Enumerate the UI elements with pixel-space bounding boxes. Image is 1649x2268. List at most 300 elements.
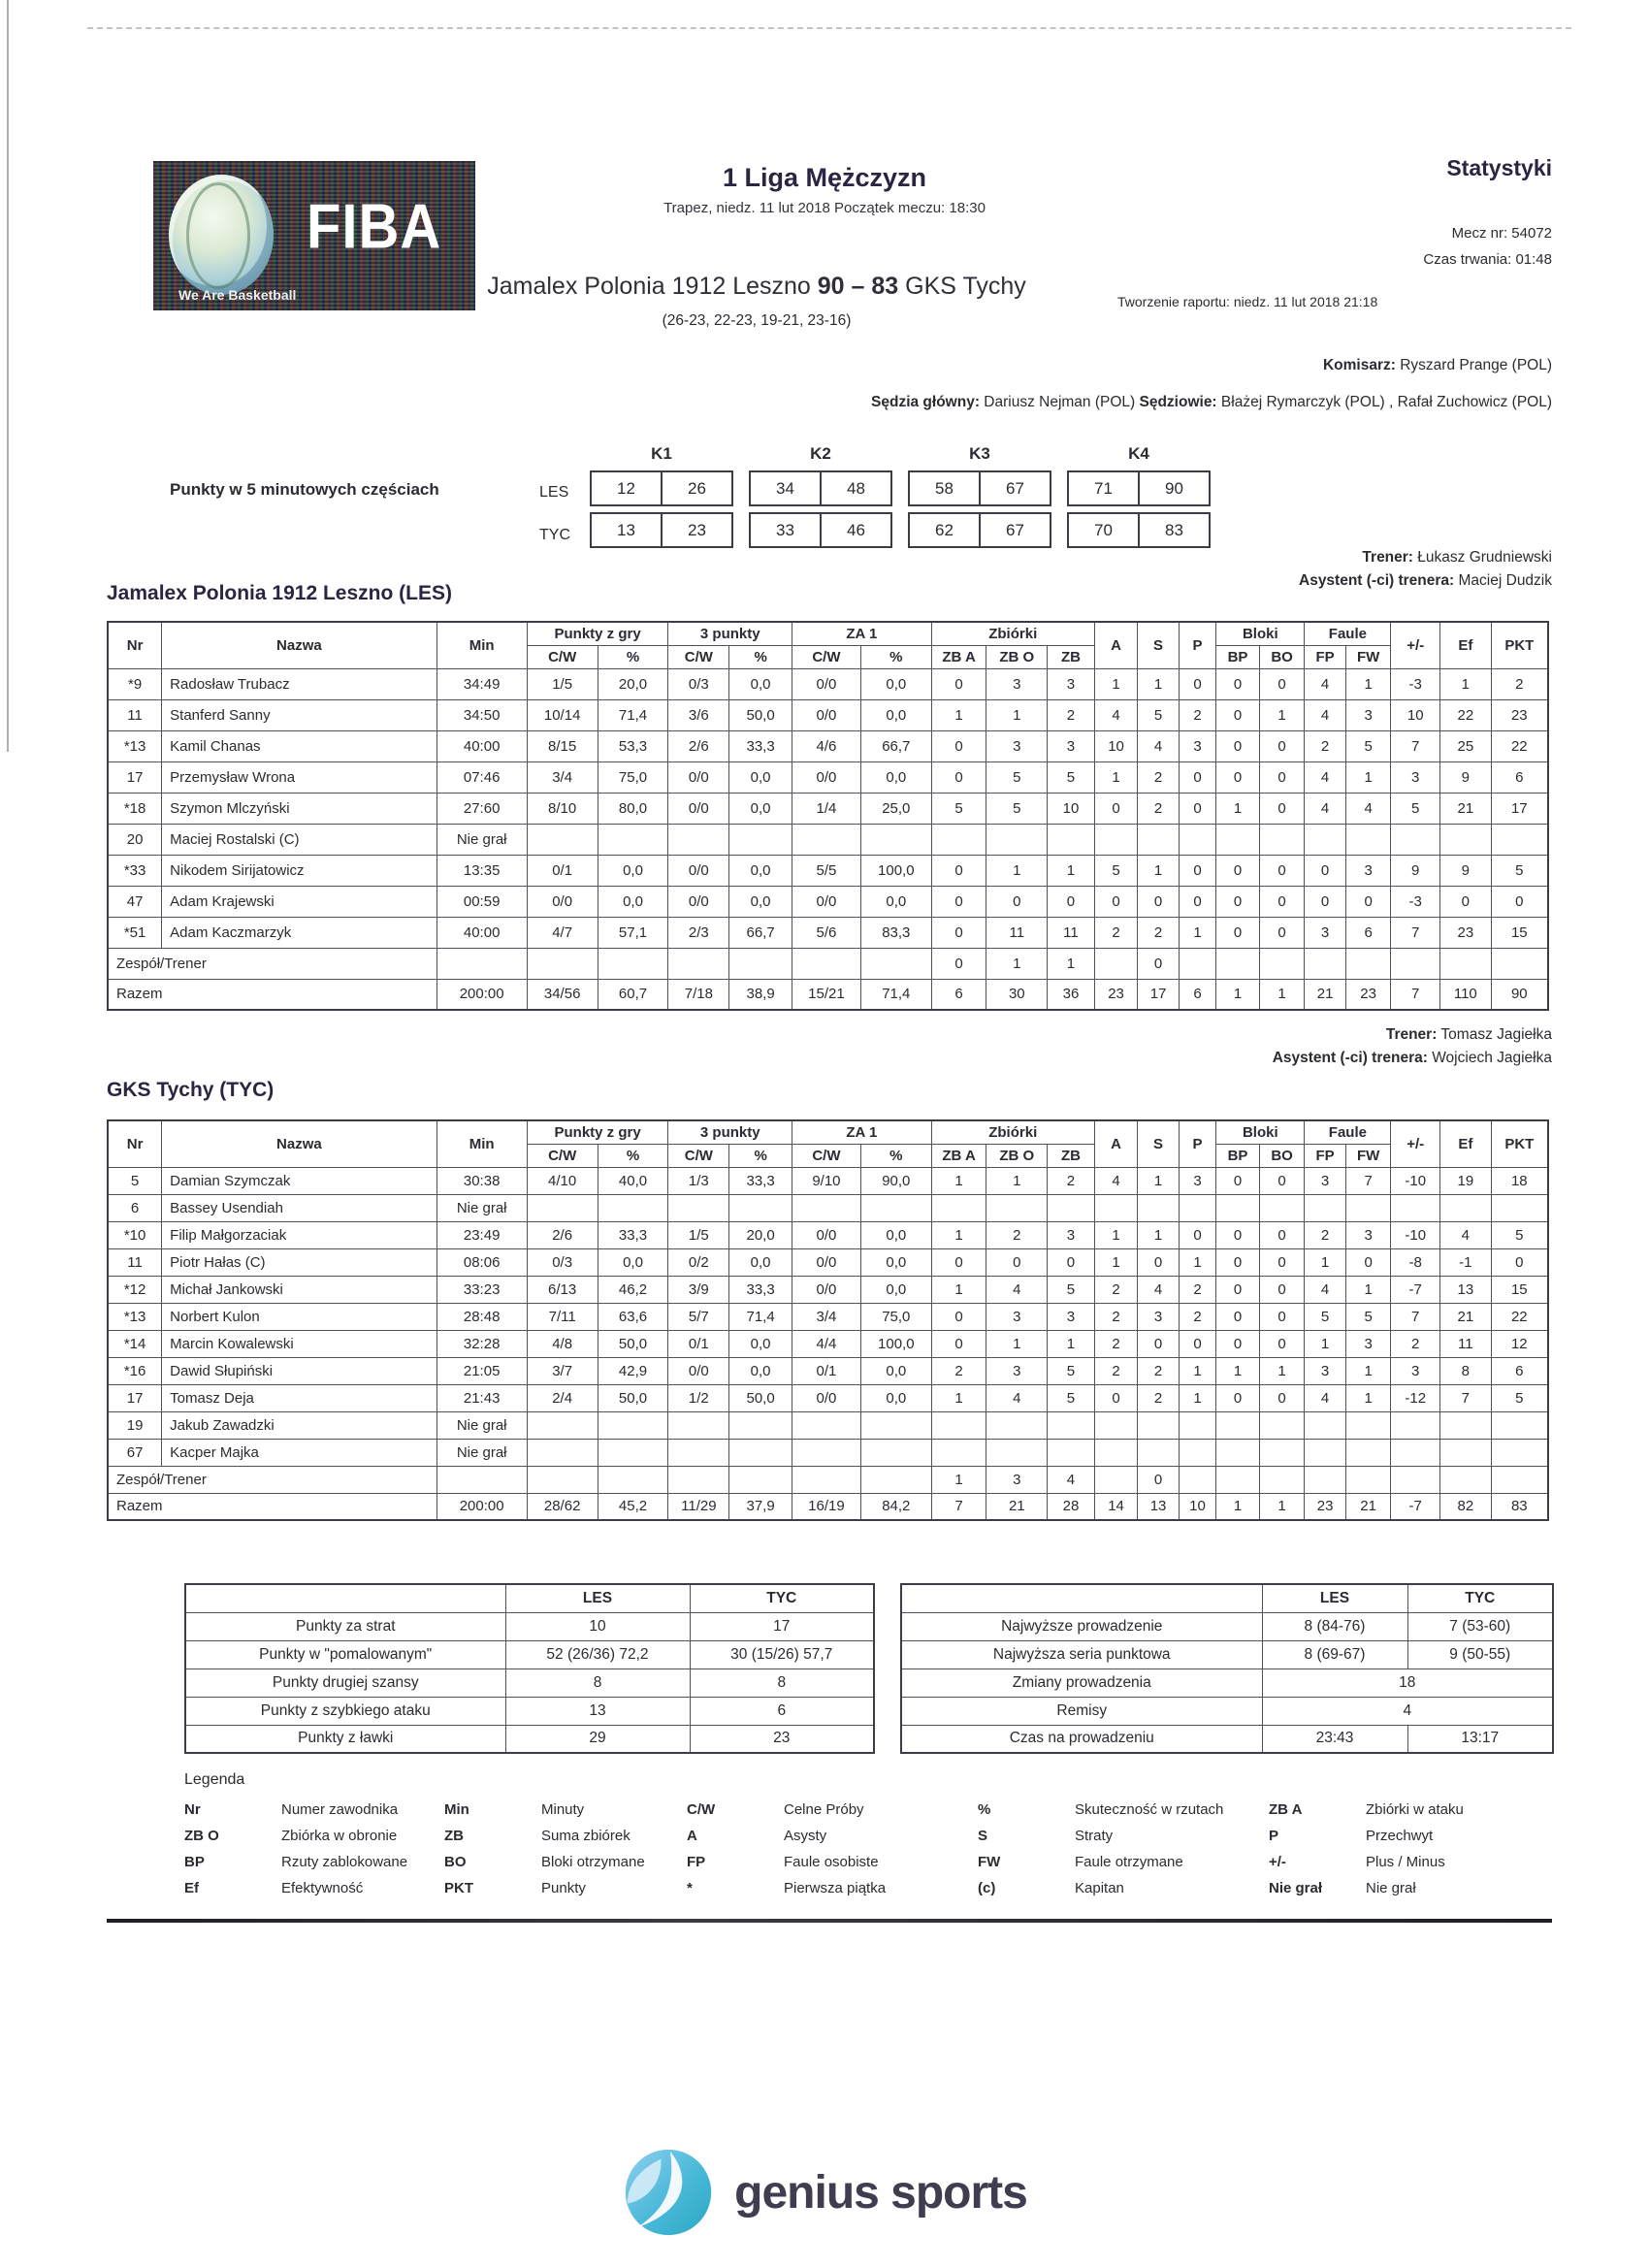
- legend-description: Punkty: [541, 1880, 586, 1896]
- stat-cell: 1/3: [668, 1167, 729, 1194]
- stat-cell: -8: [1391, 1248, 1440, 1276]
- stat-cell: 2: [1138, 917, 1180, 948]
- stat-cell: 22: [1491, 1303, 1548, 1330]
- stat-cell: 0/1: [527, 855, 598, 886]
- stat-cell: 33,3: [729, 1167, 792, 1194]
- stat-cell: 0: [1259, 1276, 1305, 1303]
- stat-cell: 4: [1305, 699, 1346, 730]
- tyc-quarter-cells: [590, 512, 733, 548]
- stat-cell: [1179, 1411, 1215, 1439]
- player-row: [108, 1439, 1548, 1466]
- stat-cell: [1138, 1439, 1180, 1466]
- column-header: A: [1094, 622, 1138, 668]
- summary-row: [901, 1640, 1553, 1669]
- player-row: [108, 1248, 1548, 1276]
- stat-cell: 5: [1345, 730, 1391, 761]
- stat-cell: [1440, 1466, 1492, 1493]
- column-header: %: [860, 1144, 931, 1167]
- stat-cell: 1: [1048, 1330, 1095, 1357]
- stat-cell: [1048, 1194, 1095, 1221]
- stat-cell: [986, 1411, 1048, 1439]
- genius-sports-logo-text: genius sports: [734, 2166, 1027, 2219]
- stat-cell: 0: [931, 948, 986, 979]
- stat-cell: 0/0: [668, 761, 729, 793]
- away-score: 83: [871, 273, 899, 300]
- column-header: C/W: [668, 1144, 729, 1167]
- quarter-boxes: [590, 441, 1211, 554]
- column-header: Nazwa: [162, 622, 436, 668]
- quarter-score-cell: 13: [617, 520, 635, 539]
- quarter-score-cell: 48: [820, 472, 890, 504]
- stat-cell: 60,7: [598, 979, 668, 1010]
- bottom-rule: [107, 1919, 1552, 1923]
- stat-cell: 2: [1179, 699, 1215, 730]
- stat-cell: 3: [1305, 1357, 1346, 1384]
- stat-cell: [1345, 824, 1391, 855]
- stat-cell: 3: [1179, 730, 1215, 761]
- fiba-globe-icon: [169, 175, 274, 295]
- points-summary-table-wrap: [184, 1583, 875, 1754]
- stat-cell: 6: [1179, 979, 1215, 1010]
- stat-cell: Nie grał: [436, 1411, 527, 1439]
- stat-cell: 1/5: [668, 1221, 729, 1248]
- stat-cell: [1305, 1439, 1346, 1466]
- quarter-column: [590, 441, 733, 554]
- summary-row: [185, 1697, 874, 1725]
- stat-cell: 9: [1440, 761, 1492, 793]
- assistant-label: Asystent (-ci) trenera:: [1299, 572, 1455, 589]
- stat-cell: 5: [931, 793, 986, 824]
- player-number: 17: [108, 761, 162, 793]
- quarter-score-cell: 34: [776, 478, 794, 498]
- stat-cell: 5: [1048, 1276, 1095, 1303]
- stat-cell: 0: [931, 855, 986, 886]
- column-header: Min: [436, 622, 527, 668]
- stat-cell: 1: [1094, 668, 1138, 699]
- stat-cell: 0: [1138, 948, 1180, 979]
- stat-cell: 0: [1259, 1221, 1305, 1248]
- stat-cell: -3: [1391, 886, 1440, 917]
- stat-cell: 2: [1138, 761, 1180, 793]
- legend-description: Przechwyt: [1366, 1828, 1434, 1844]
- assistant-label: Asystent (-ci) trenera:: [1272, 1050, 1428, 1066]
- stat-cell: 3: [1345, 1330, 1391, 1357]
- player-row: [108, 824, 1548, 855]
- stat-cell: 4: [1138, 730, 1180, 761]
- stat-cell: [1094, 1194, 1138, 1221]
- score-dash: –: [851, 273, 865, 300]
- player-name: Nikodem Sirijatowicz: [162, 855, 436, 886]
- tyc-quarter-cells: [908, 512, 1051, 548]
- stat-cell: 71,4: [860, 979, 931, 1010]
- quarter-label: K2: [810, 444, 831, 463]
- stat-cell: 50,0: [729, 1384, 792, 1411]
- stat-cell: 2: [1305, 730, 1346, 761]
- team-code-header: LES: [1262, 1584, 1407, 1612]
- legend-abbr: Nr: [184, 1801, 201, 1818]
- stat-cell: 71,4: [729, 1303, 792, 1330]
- stat-cell: 0,0: [860, 1221, 931, 1248]
- stat-cell: 0: [1048, 1248, 1095, 1276]
- player-row: [108, 761, 1548, 793]
- quarter-column: [749, 441, 892, 554]
- total-row: [108, 979, 1548, 1010]
- quarter-score-cell: 26: [661, 472, 731, 504]
- stat-cell: 0/0: [668, 793, 729, 824]
- stat-cell: 23: [1491, 699, 1548, 730]
- stat-cell: [1048, 1411, 1095, 1439]
- stat-cell: 33:23: [436, 1276, 527, 1303]
- quarter-row-label-tyc: TYC: [539, 527, 570, 543]
- stat-cell: [986, 824, 1048, 855]
- column-header: ZB O: [986, 645, 1048, 668]
- stat-cell: 1/5: [527, 668, 598, 699]
- legend-description: Asysty: [784, 1828, 827, 1844]
- team-code-header: TYC: [1407, 1584, 1553, 1612]
- column-header: A: [1094, 1120, 1138, 1167]
- stat-cell: 7/11: [527, 1303, 598, 1330]
- stat-cell: 3: [1305, 1167, 1346, 1194]
- legend-abbr: Min: [444, 1801, 469, 1818]
- quarter-score-cell: 46: [820, 514, 890, 546]
- stat-cell: 7: [1391, 1303, 1440, 1330]
- commissioner-line: [1323, 357, 1552, 374]
- stat-cell: 1: [931, 1384, 986, 1411]
- stat-cell: 5: [1345, 1303, 1391, 1330]
- stat-cell: 40,0: [598, 1167, 668, 1194]
- column-header: %: [598, 1144, 668, 1167]
- legend-item: [184, 1797, 444, 1823]
- legend-item: [184, 1823, 444, 1849]
- stat-cell: [729, 1466, 792, 1493]
- summary-row: [185, 1669, 874, 1697]
- legend-description: Suma zbiórek: [541, 1828, 630, 1844]
- stat-cell: 1: [931, 1276, 986, 1303]
- stat-cell: 0/0: [792, 1384, 861, 1411]
- quarter-column: [908, 441, 1051, 554]
- stat-cell: 0: [1259, 761, 1305, 793]
- stat-cell: [1259, 1194, 1305, 1221]
- match-date-info: Trapez, niedz. 11 lut 2018 Początek meczu: 18:30: [663, 200, 986, 216]
- stat-cell: 0: [1259, 886, 1305, 917]
- stat-cell: 1: [1345, 668, 1391, 699]
- stat-cell: 2: [1138, 1384, 1180, 1411]
- column-header: Nr: [108, 1120, 162, 1167]
- column-header: PKT: [1491, 622, 1548, 668]
- column-header: ZA 1: [792, 1120, 932, 1144]
- stat-cell: 100,0: [860, 855, 931, 886]
- stat-cell: [1179, 948, 1215, 979]
- stat-cell: [729, 1194, 792, 1221]
- match-number: Mecz nr: 54072: [1451, 225, 1552, 242]
- commissioner-label: Komisarz:: [1322, 357, 1396, 373]
- stat-cell: 0: [1216, 1221, 1260, 1248]
- stat-cell: 4: [1138, 1276, 1180, 1303]
- stat-cell: 42,9: [598, 1357, 668, 1384]
- stat-cell: 0: [1216, 855, 1260, 886]
- stat-cell: 0: [1259, 668, 1305, 699]
- player-name: Filip Małgorzaciak: [162, 1221, 436, 1248]
- stat-cell: 1/4: [792, 793, 861, 824]
- stat-cell: 23: [1345, 979, 1391, 1010]
- stat-cell: 7: [931, 1493, 986, 1520]
- legend-abbr: A: [687, 1828, 697, 1844]
- stat-cell: 83: [1491, 1493, 1548, 1520]
- footer: [0, 2146, 1649, 2239]
- stat-cell: 37,9: [729, 1493, 792, 1520]
- legend-column: [687, 1797, 978, 1901]
- player-number: 5: [108, 1167, 162, 1194]
- stat-cell: 0/3: [668, 668, 729, 699]
- column-header: P: [1179, 622, 1215, 668]
- umpires-names: Błażej Rymarczyk (POL) , Rafał Zuchowicz (POL): [1216, 394, 1552, 410]
- points-summary-table: [184, 1583, 875, 1754]
- stat-cell: 0: [1094, 793, 1138, 824]
- column-header: Min: [436, 1120, 527, 1167]
- quarter-score-cell: 90: [1138, 472, 1209, 504]
- tyc-assistant-line: [1273, 1050, 1552, 1067]
- stat-cell: 4/4: [792, 1330, 861, 1357]
- stat-cell: 45,2: [598, 1493, 668, 1520]
- summary-value: 52 (26/36) 72,2: [505, 1640, 690, 1669]
- legend-abbr: FW: [978, 1854, 1001, 1870]
- summary-row: [901, 1725, 1553, 1753]
- stat-cell: Nie grał: [436, 1194, 527, 1221]
- player-name: Piotr Hałas (C): [162, 1248, 436, 1276]
- stat-cell: [1491, 948, 1548, 979]
- stat-cell: 3: [1048, 1221, 1095, 1248]
- stat-cell: -7: [1391, 1276, 1440, 1303]
- stat-cell: 2: [1094, 1330, 1138, 1357]
- stat-cell: 1: [1259, 979, 1305, 1010]
- stat-cell: [931, 1411, 986, 1439]
- fiba-logo-text: FIBA: [307, 191, 442, 262]
- legend-item: [687, 1823, 978, 1849]
- stat-cell: 1: [1216, 1493, 1260, 1520]
- row-label: Razem: [108, 1493, 436, 1520]
- summary-corner: [185, 1584, 505, 1612]
- stat-cell: [1391, 1439, 1440, 1466]
- stat-cell: [1094, 1466, 1138, 1493]
- stat-cell: 10/14: [527, 699, 598, 730]
- stat-cell: 5: [1138, 699, 1180, 730]
- stat-cell: 110: [1440, 979, 1492, 1010]
- stat-cell: [1491, 1194, 1548, 1221]
- column-header: S: [1138, 622, 1180, 668]
- stat-cell: 2/3: [668, 917, 729, 948]
- column-header: Punkty z gry: [527, 622, 668, 645]
- stat-cell: 0,0: [729, 886, 792, 917]
- stat-cell: 1: [986, 699, 1048, 730]
- stat-cell: 14: [1094, 1493, 1138, 1520]
- stat-cell: [668, 1194, 729, 1221]
- column-header: ZB A: [931, 645, 986, 668]
- stat-cell: 1: [1216, 1357, 1260, 1384]
- stat-cell: -7: [1391, 1493, 1440, 1520]
- stat-cell: [1491, 824, 1548, 855]
- column-header: ZA 1: [792, 622, 932, 645]
- stat-cell: 0: [1094, 1384, 1138, 1411]
- stat-cell: 0/1: [792, 1357, 861, 1384]
- stat-cell: 200:00: [436, 979, 527, 1010]
- stat-cell: [1179, 824, 1215, 855]
- stat-cell: 2: [1048, 1167, 1095, 1194]
- stat-cell: [729, 824, 792, 855]
- column-header: C/W: [527, 1144, 598, 1167]
- stat-cell: 0: [1138, 886, 1180, 917]
- stat-cell: 2: [1391, 1330, 1440, 1357]
- stat-cell: -10: [1391, 1221, 1440, 1248]
- stat-cell: [1391, 1411, 1440, 1439]
- team-code-header: LES: [505, 1584, 690, 1612]
- player-row: [108, 1276, 1548, 1303]
- stat-cell: 0: [1216, 1330, 1260, 1357]
- stat-cell: 4: [1305, 1276, 1346, 1303]
- stat-cell: 1: [1345, 1357, 1391, 1384]
- column-header: FP: [1305, 645, 1346, 668]
- stat-cell: 12: [1491, 1330, 1548, 1357]
- summary-value: 23: [690, 1725, 874, 1753]
- summary-label: Punkty za strat: [185, 1612, 505, 1640]
- stat-cell: 5: [1048, 1357, 1095, 1384]
- column-header: %: [860, 645, 931, 668]
- stat-cell: 0,0: [860, 1357, 931, 1384]
- stat-cell: 8/15: [527, 730, 598, 761]
- stat-cell: [1305, 1411, 1346, 1439]
- legend-abbr: %: [978, 1801, 991, 1818]
- summary-header-row: [901, 1584, 1553, 1612]
- stat-cell: 3/4: [527, 761, 598, 793]
- column-header: FW: [1345, 1144, 1391, 1167]
- team-row: [108, 1466, 1548, 1493]
- stat-cell: 4: [1305, 1384, 1346, 1411]
- stat-cell: 1: [931, 699, 986, 730]
- summary-row: [185, 1725, 874, 1753]
- stat-cell: [1345, 1194, 1391, 1221]
- stat-cell: 0,0: [860, 1248, 931, 1276]
- player-number: *18: [108, 793, 162, 824]
- box-score-header: [108, 1120, 1548, 1167]
- les-quarter-cells: [749, 470, 892, 506]
- legend-column: [444, 1797, 687, 1901]
- stat-cell: 0,0: [860, 886, 931, 917]
- scan-artifact-top-line: [87, 27, 1571, 29]
- stat-cell: 2: [1094, 1357, 1138, 1384]
- stat-cell: 0: [1259, 855, 1305, 886]
- stat-cell: Nie grał: [436, 1439, 527, 1466]
- stat-cell: 11/29: [668, 1493, 729, 1520]
- stat-cell: [1440, 1194, 1492, 1221]
- column-header: ZB: [1048, 645, 1095, 668]
- legend-abbr: ZB O: [184, 1828, 219, 1844]
- stat-cell: 2: [1138, 1357, 1180, 1384]
- stat-cell: 5/7: [668, 1303, 729, 1330]
- stat-cell: 28: [1048, 1493, 1095, 1520]
- stat-cell: 0: [1179, 668, 1215, 699]
- stat-cell: [1305, 1466, 1346, 1493]
- stat-cell: 3: [1305, 917, 1346, 948]
- coach-label: Trener:: [1362, 549, 1413, 566]
- stat-cell: 11: [1440, 1330, 1492, 1357]
- stat-cell: 0: [931, 761, 986, 793]
- stat-cell: 3: [1048, 668, 1095, 699]
- stat-cell: 0/2: [668, 1248, 729, 1276]
- stat-cell: [729, 1439, 792, 1466]
- stat-cell: 0: [1179, 1221, 1215, 1248]
- stat-cell: 4: [1305, 793, 1346, 824]
- column-header: Zbiórki: [931, 1120, 1094, 1144]
- stat-cell: 4: [1094, 1167, 1138, 1194]
- stat-cell: 5: [1491, 855, 1548, 886]
- summary-row: [901, 1612, 1553, 1640]
- stat-cell: 0: [1216, 1303, 1260, 1330]
- column-header: ZB A: [931, 1144, 986, 1167]
- player-number: 47: [108, 886, 162, 917]
- tyc-team-title: GKS Tychy (TYC): [107, 1079, 275, 1101]
- stat-cell: 1: [1259, 699, 1305, 730]
- summary-value: 9 (50-55): [1407, 1640, 1553, 1669]
- stat-cell: [598, 1439, 668, 1466]
- stat-cell: 100,0: [860, 1330, 931, 1357]
- stat-cell: 0/0: [527, 886, 598, 917]
- stat-cell: 18: [1491, 1167, 1548, 1194]
- stat-cell: 0: [1345, 1248, 1391, 1276]
- stat-cell: [729, 948, 792, 979]
- legend-item: [1269, 1875, 1521, 1901]
- stat-cell: 0: [1179, 793, 1215, 824]
- stat-cell: [792, 1194, 861, 1221]
- stat-cell: 4: [1345, 793, 1391, 824]
- summary-label: Najwyższe prowadzenie: [901, 1612, 1262, 1640]
- legend-description: Efektywność: [281, 1880, 364, 1896]
- stat-cell: 2: [1094, 1276, 1138, 1303]
- score-line: [291, 273, 1222, 301]
- stat-cell: 1: [1216, 793, 1260, 824]
- stat-cell: 5: [1491, 1384, 1548, 1411]
- legend-item: [978, 1875, 1269, 1901]
- legend-column: [1269, 1797, 1521, 1901]
- stat-cell: 25: [1440, 730, 1492, 761]
- legend-item: [687, 1797, 978, 1823]
- player-name: Norbert Kulon: [162, 1303, 436, 1330]
- player-name: Tomasz Deja: [162, 1384, 436, 1411]
- player-name: Stanferd Sanny: [162, 699, 436, 730]
- stat-cell: [1179, 1439, 1215, 1466]
- stat-cell: 0: [1259, 730, 1305, 761]
- column-header: C/W: [792, 645, 861, 668]
- stat-cell: 25,0: [860, 793, 931, 824]
- les-quarter-cells: [590, 470, 733, 506]
- stat-cell: 5/6: [792, 917, 861, 948]
- player-number: *51: [108, 917, 162, 948]
- stat-cell: [527, 948, 598, 979]
- assistant-name: Wojciech Jagiełka: [1427, 1050, 1552, 1066]
- stat-cell: 0: [1259, 1248, 1305, 1276]
- stat-cell: 00:59: [436, 886, 527, 917]
- genius-sports-logo-icon: [622, 2146, 715, 2239]
- player-name: Dawid Słupiński: [162, 1357, 436, 1384]
- legend-abbr: S: [978, 1828, 988, 1844]
- stat-cell: [1440, 824, 1492, 855]
- column-header: Bloki: [1216, 622, 1305, 645]
- stat-cell: [1345, 1411, 1391, 1439]
- stat-cell: 33,3: [598, 1221, 668, 1248]
- stat-cell: 0,0: [860, 699, 931, 730]
- stat-cell: 1: [931, 1221, 986, 1248]
- legend-item: [978, 1849, 1269, 1875]
- stat-cell: 13: [1440, 1276, 1492, 1303]
- summary-header-row: [185, 1584, 874, 1612]
